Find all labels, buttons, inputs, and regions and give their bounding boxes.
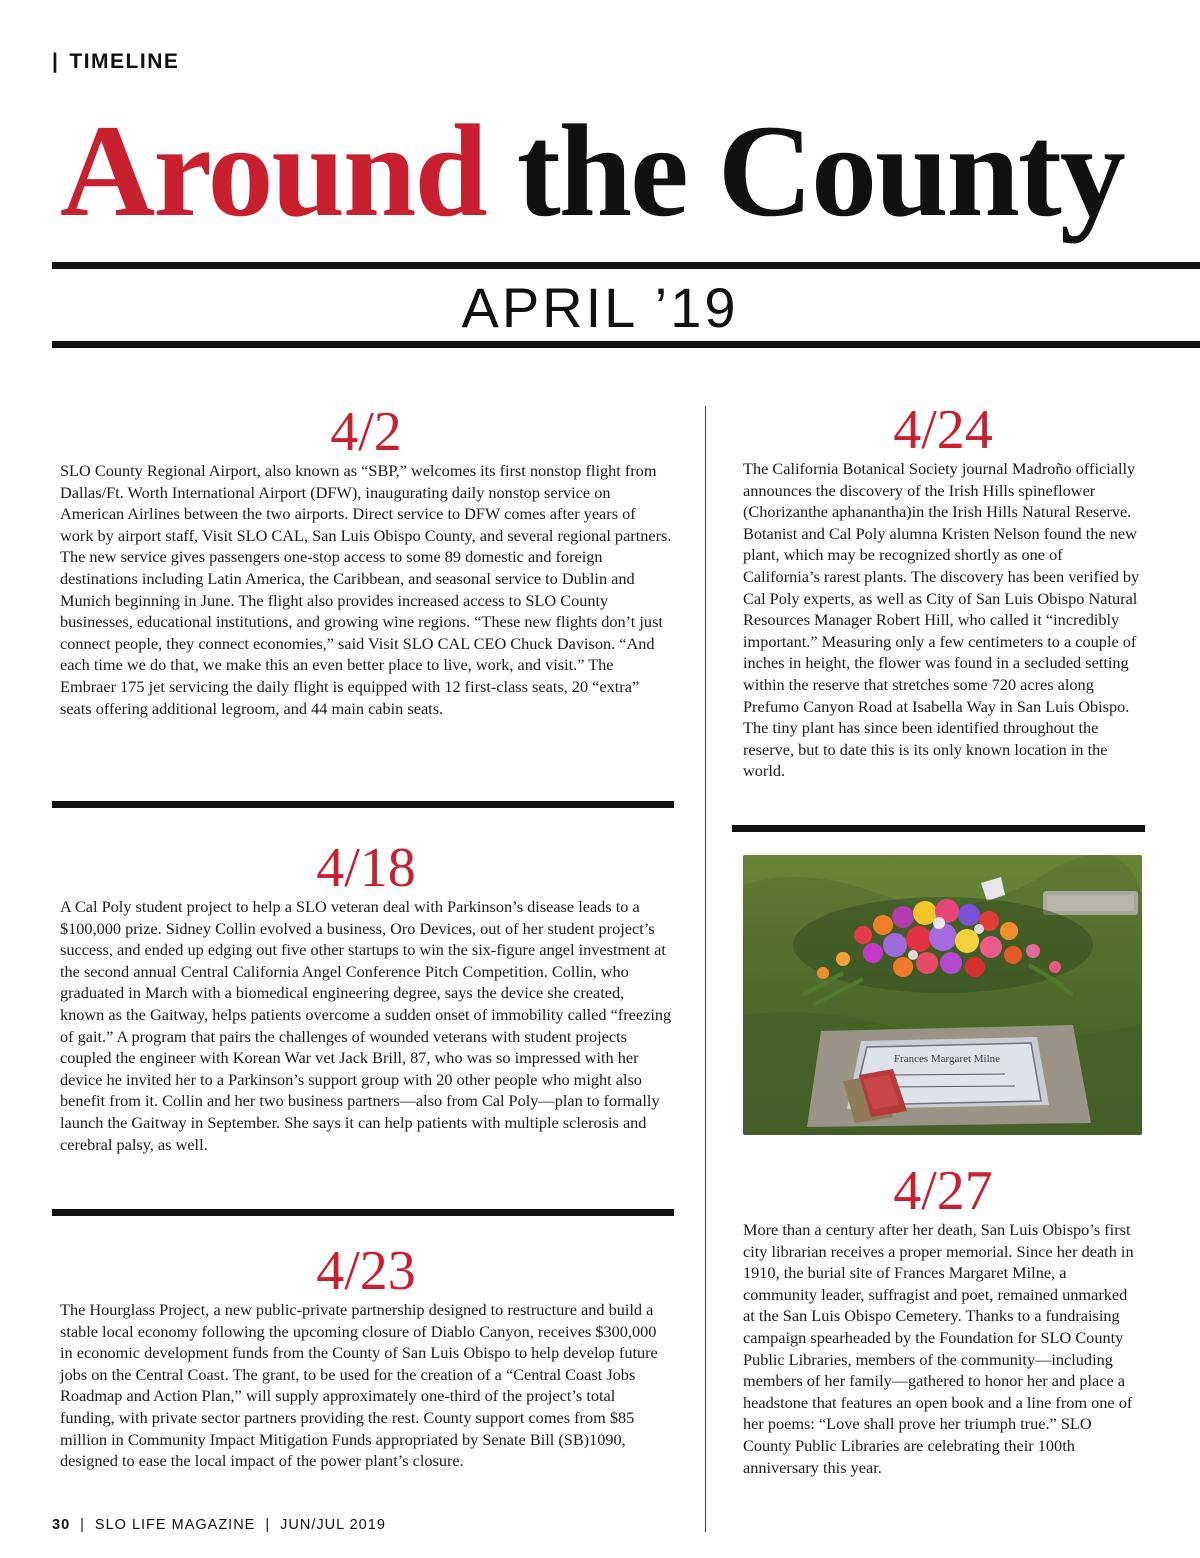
page-footer (52, 1517, 386, 1533)
page-number: 30 (52, 1517, 71, 1533)
entry-apr-27 (743, 1160, 1143, 1478)
month-heading: APRIL ’19 (461, 276, 739, 339)
section-label (52, 50, 179, 74)
column-divider (705, 406, 706, 1532)
rule-right-1 (732, 825, 1145, 832)
entry-text: More than a century after her death, San Luis Obispo’s first city librarian receives a proper memorial. Since her death in 1910, the burial site of Frances Margaret Milne, a community leader, suffragist and poet, remained unmarked at the San Luis Obispo Cemetery. Thanks to a fundraising campaign spearheaded by the Foundation for SLO County Public Libraries, members of the community—including members of her family—gathered to honor her and place a headstone that features an open book and a line from one of her poems: “Love shall prove her triumph true.” SLO County Public Libraries are celebrating their 100th anniversary this year. (743, 1220, 1134, 1477)
entry-text: A Cal Poly student project to help a SLO veteran deal with Parkinson’s disease leads to a $100,000 prize. Sidney Collin evolved a business, Oro Devices, out of her student project’s success, and ended up edging out five other startups to win the six-figure angel investment at the second annual Central California Angel Conference Pitch Competition. Collin, who graduated in March with a biomedical engineering degree, says the device she created, known as the Gaitway, helps patients overcome a sudden onset of immobility called “freezing of gait.” A program that pairs the challenges of wounded veterans with student projects coupled the engineer with Korean War vet Jack Brill, 87, who was so impressed with her device he invited her to a Parkinson’s support group with 20 other people who might also benefit from it. Collin and her two business partners—also from Cal Poly—plan to formally launch the Gaitway in September. She says it can help patients with multiple sclerosis and cerebral palsy, as well. (60, 897, 672, 1154)
entry-date: 4/18 (316, 837, 416, 899)
headline-accent: Around (60, 97, 486, 244)
entry-date: 4/24 (893, 399, 993, 461)
rule-top (52, 262, 1200, 269)
footer-separator: | (80, 1517, 85, 1533)
headline-rest: the County (516, 97, 1124, 244)
memorial-photo-graphic (743, 855, 1142, 1135)
rule-under-month (52, 341, 1200, 348)
page-headline (60, 92, 1124, 250)
section-label-text: TIMELINE (69, 50, 180, 73)
rule-left-2 (52, 1209, 674, 1216)
entry-date: 4/27 (893, 1160, 993, 1222)
entry-text: The California Botanical Society journal Madroño officially announces the discovery of the Irish Hills spineflower (Chorizanthe aphanantha)in the Irish Hills Natural Reserve. Botanist and Cal Poly alumna Kristen Nelson found the new plant, which may be recognized shortly as one of California’s rarest plants. The discovery has been verified by Cal Poly experts, as well as City of San Luis Obispo Natural Resources Manager Robert Hill, who called it “incredibly important.” Measuring only a few centimeters to a couple of inches in height, the flower was found in a secluded setting within the reserve that stretches some 720 acres along Prefumo Canyon Road at Isabella Way in San Luis Obispo. The tiny plant has since been identified throughout the reserve, but to date this is its only known location in the world. (743, 459, 1140, 781)
magazine-name: SLO LIFE MAGAZINE (94, 1517, 256, 1533)
footer-separator: | (265, 1517, 271, 1533)
entry-date: 4/2 (330, 401, 402, 463)
entry-date: 4/23 (316, 1240, 416, 1302)
entry-apr-2 (60, 401, 672, 719)
entry-text: SLO County Regional Airport, also known as “SBP,” welcomes its first nonstop flight from Dallas/Ft. Worth International Airport (DFW), inaugurating daily nonstop service on American Airlines between the two airports. Direct service to DFW comes after years of work by airport staff, Visit SLO CAL, San Luis Obispo County, and several regional partners. The new service gives passengers one-stop access to some 89 domestic and foreign destinations including Latin America, the Caribbean, and seasonal service to Dublin and Munich beginning in June. The flight also provides increased access to SLO County businesses, educational institutions, and growing wine regions. “These new flights don’t just connect people, they connect economies,” said Visit SLO CAL CEO Chuck Davison. “And each time we do that, we make this an even better place to live, work, and visit.” The Embraer 175 jet servicing the daily flight is equipped with 12 first-class seats, 20 “extra” seats offering additional legroom, and 44 main cabin seats. (60, 461, 672, 718)
issue-date: JUN/JUL 2019 (280, 1517, 386, 1533)
entry-apr-24 (743, 399, 1143, 782)
entry-text: The Hourglass Project, a new public-private partnership designed to restructure and build a stable local economy following the upcoming closure of Diablo Canyon, receives $300,000 in economic development funds from the County of San Luis Obispo to help develop future jobs on the Central Coast. The grant, to be used for the creation of a “Central Coast Jobs Roadmap and Action Plan,” will supply approximately one-third of the project’s total funding, with private sector partners providing the rest. County support comes from $85 million in Community Impact Mitigation Funds appropriated by Senate Bill (SB)1090, designed to ease the local impact of the power plant’s closure. (60, 1300, 658, 1471)
rule-left-1 (52, 801, 674, 808)
headstone-name: Frances Margaret Milne (893, 1053, 1001, 1065)
entry-apr-23 (60, 1240, 672, 1472)
section-label-bar: | (52, 50, 60, 73)
entry-apr-18 (60, 837, 672, 1155)
memorial-photo (743, 855, 1142, 1135)
